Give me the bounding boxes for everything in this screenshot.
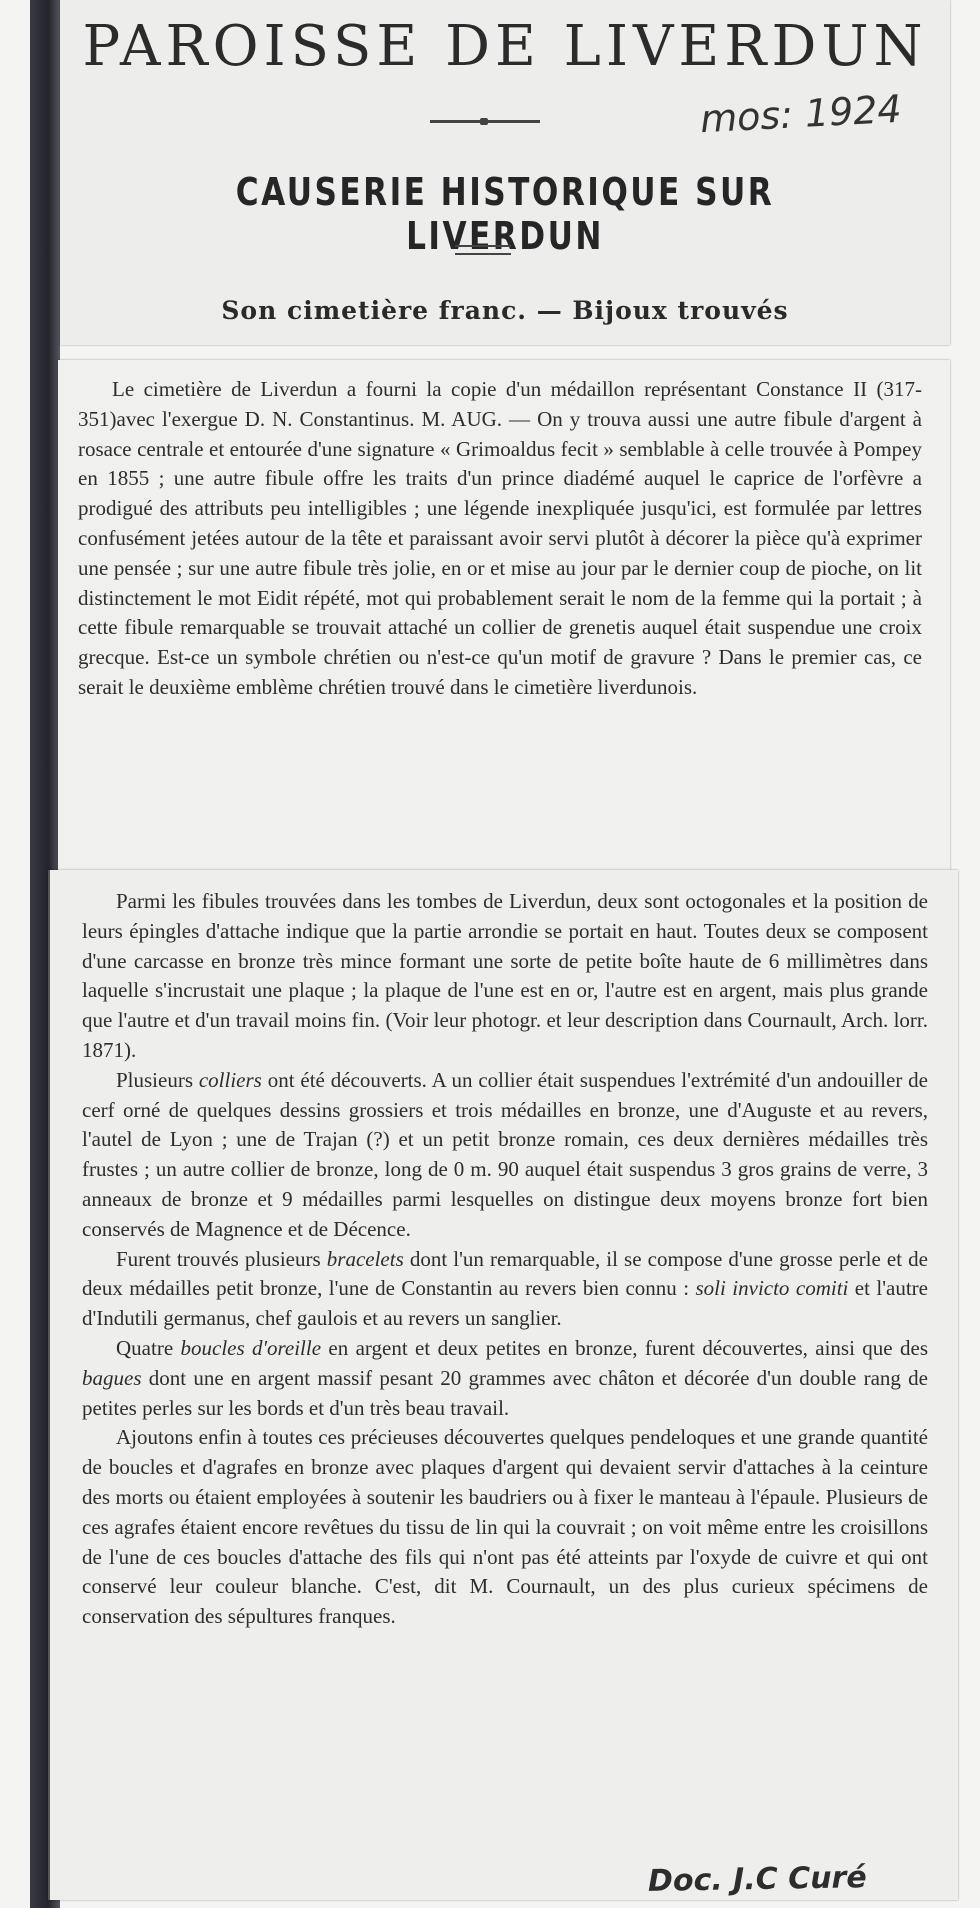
paragraph: Ajoutons enfin à toutes ces précieuses découvertes quelques pendeloques et une grande quantité de boucles et d'agrafes en bronze avec plaques d'argent qui devaient servir d'attaches à la ceinture des morts ou étaient employées à soutenir les baudriers ou à fixer le manteau à l'épaule. Plusieurs de ces agrafes étaient encore revêtues du tissu de lin qui la couvrait ; on voit même entre les croisillons de l'une de ces boucles d'attache des fils qui n'ont pas été atteints par l'oxyde de cuivre et qui ont conservé leur couleur blanche. C'est, dit M. Cournault, un des plus curieux spécimens de conservation des sépultures franques.: [82, 1425, 928, 1629]
paragraph: Quatre boucles d'oreille en argent et deux petites en bronze, furent découvertes, ainsi que des bagues dont une en argent massif pesant 20 grammes avec châton et décorée d'un double rang de petites perles sur les bords et d'un très beau travail.: [82, 1335, 928, 1420]
handwritten-date-note: mos: 1924: [698, 86, 903, 142]
article-section-1: [78, 375, 922, 703]
article-subtitle: CAUSERIE HISTORIQUE SUR LIVERDUN: [235, 170, 775, 258]
paragraph: Plusieurs colliers ont été découverts. A un collier était suspendues l'extrémité d'un andouiller de cerf orné de quelques dessins grossiers et trois médailles en bronze, une d'Auguste et au revers, l'autel de Lyon ; une de Trajan (?) et un petit bronze romain, ces deux dernières médailles très frustes ; un autre collier de bronze, long de 0 m. 90 auquel était suspendus 3 gros grains de verre, 3 anneaux de bronze et 9 médailles parmi lesquelles on distingue deux moyens bronze fort bien conservés de Magnence et de Décence.: [82, 1067, 928, 1241]
page-title: PAROISSE DE LIVERDUN: [82, 14, 928, 79]
handwritten-source-note: Doc. J.C Curé: [647, 1860, 867, 1899]
article-section-2: [82, 887, 928, 1632]
paragraph: Le cimetière de Liverdun a fourni la copie d'un médaillon représentant Constance II (317-351)avec l'exergue D. N. Constantinus. M. AUG. — On y trouva aussi une autre fibule d'argent à rosace centrale et entourée d'une signature « Grimoaldus fecit » semblable à celle trouvée à Pompey en 1855 ; une autre fibule offre les traits d'un prince diadémé auquel le caprice de l'orfèvre a prodigué des attributs peu intelligibles ; une légende inexpliquée jusqu'ici, est formulée par lettres confusément jetées autour de la tête et paraissant avoir servi plutôt à décorer la pièce qu'à exprimer une pensée ; sur une autre fibule très jolie, en or et mise au jour par le dernier coup de pioche, on lit distinctement le mot Eidit répété, mot qui probablement serait le nom de la femme qui la portait ; à cette fibule remarquable se trouvait attaché un collier de grenetis auquel était suspendue une croix grecque. Est-ce un symbole chrétien ou n'est-ce qu'un motif de gravure ? Dans le premier cas, ce serait le deuxième emblème chrétien trouvé dans le cimetière liverdunois.: [78, 377, 922, 699]
article-kicker: Son cimetière franc. — Bijoux trouvés: [221, 296, 789, 325]
paragraph: Furent trouvés plusieurs bracelets dont l'un remarquable, il se compose d'une grosse perle et de deux médailles petit bronze, l'une de Constantin au revers bien connu : soli invicto comiti et l'autre d'Indutili germanus, chef gaulois et au revers un sanglier.: [82, 1246, 928, 1331]
paragraph: Parmi les fibules trouvées dans les tombes de Liverdun, deux sont octogonales et la position de leurs épingles d'attache indique que la partie arrondie se portait en haut. Toutes deux se composent d'une carcasse en bronze très mince formant une sorte de petite boîte haute de 6 millimètres dans laquelle s'incrustait une plaque ; la plaque de l'une est en or, l'autre est en argent, mais plus grande que l'autre et d'un travail moins fin. (Voir leur photogr. et leur description dans Cournault, Arch. lorr. 1871).: [82, 889, 928, 1062]
double-rule-divider: [455, 245, 511, 255]
ornament-divider: [430, 120, 540, 123]
